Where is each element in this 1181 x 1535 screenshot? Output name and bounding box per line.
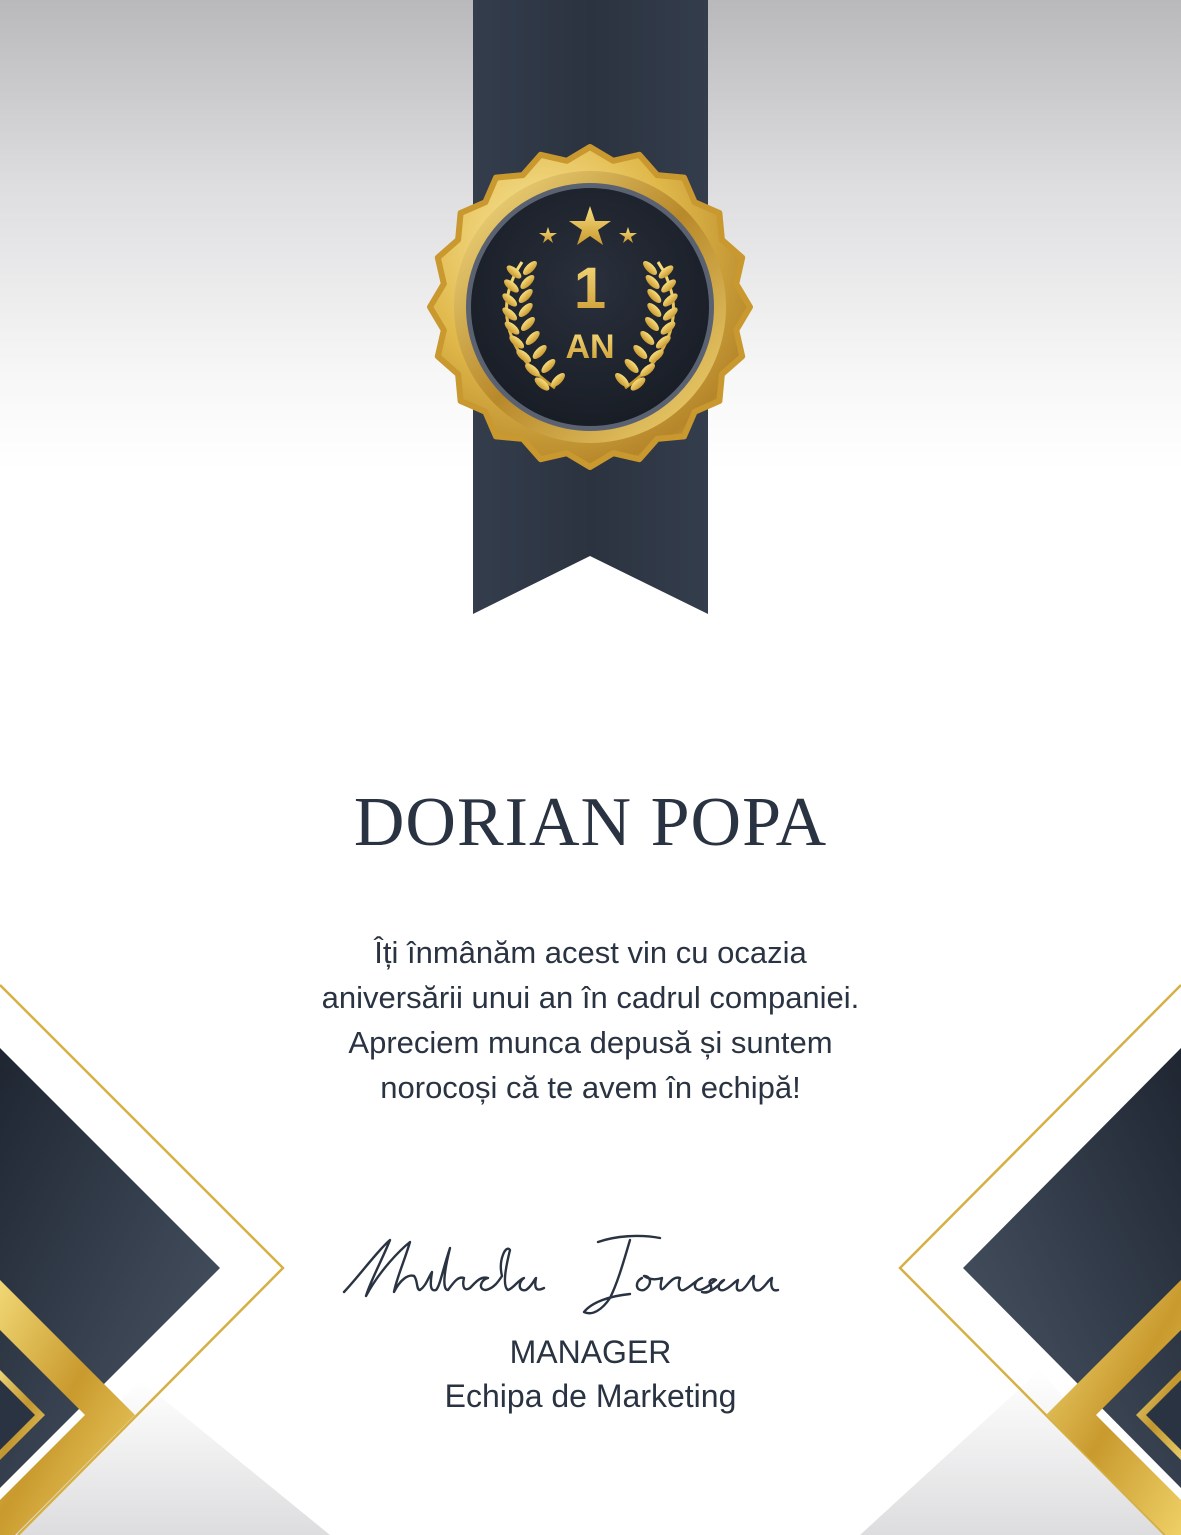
recipient-name: DORIAN POPA	[353, 784, 828, 861]
signature	[330, 1220, 850, 1330]
message-line: Îți înmânăm acest vin cu ocazia	[374, 935, 807, 970]
signer-role: MANAGER	[509, 1334, 672, 1370]
message-line: aniversării unui an în cadrul companiei.	[321, 980, 860, 1015]
badge-number: 1	[573, 256, 607, 321]
signer-team: Echipa de Marketing	[444, 1378, 737, 1414]
message-text	[220, 930, 961, 1110]
badge-unit: AN	[565, 328, 615, 366]
message-line: Apreciem munca depusă și suntem	[348, 1025, 833, 1060]
message-line: norocoși că te avem în echipă!	[380, 1070, 801, 1105]
